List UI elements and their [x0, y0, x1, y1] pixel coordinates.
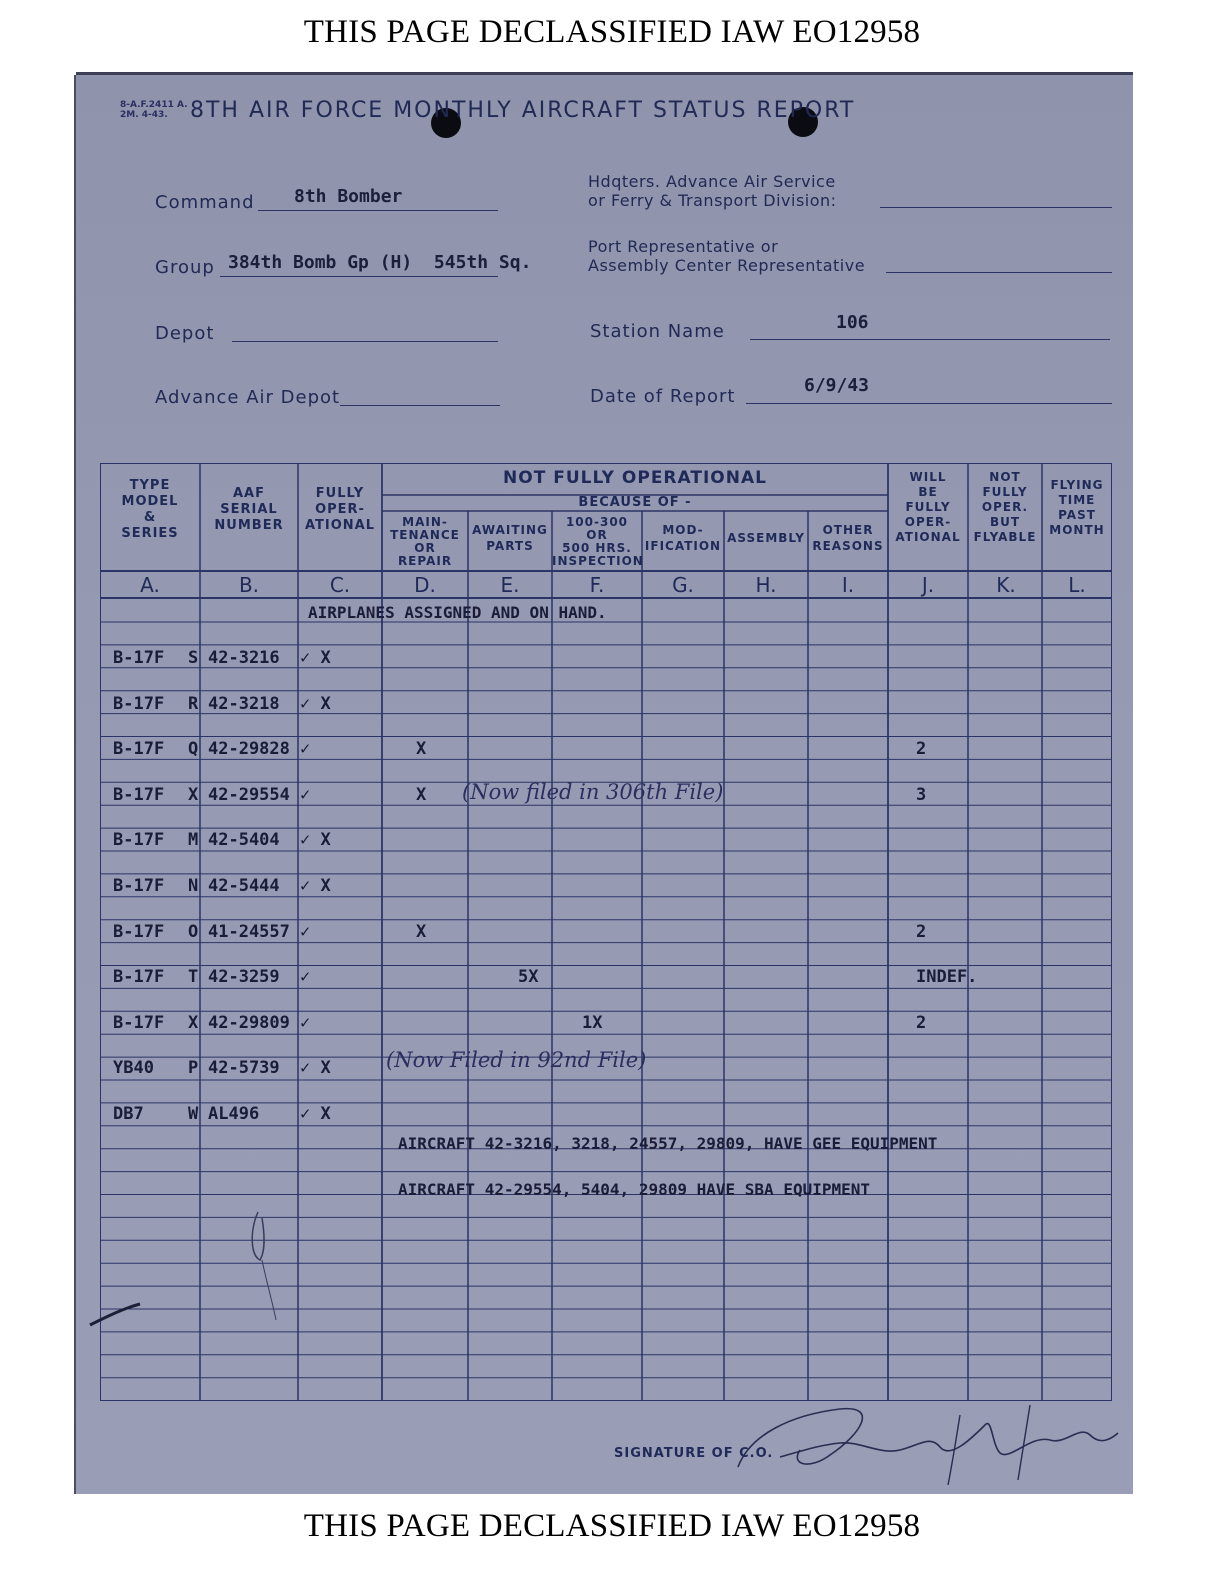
header-fully-operational — [298, 486, 382, 534]
header-ational-line: ATIONAL — [304, 518, 376, 533]
header-will-be-fully-operational — [888, 470, 968, 545]
station-name-label: Station Name — [590, 321, 725, 342]
header-time-line: TIME — [1058, 493, 1096, 507]
row-fully-operational: ✓ — [300, 1012, 311, 1033]
header-will-line: WILL — [909, 470, 947, 484]
column-letter-k: K. — [996, 573, 1016, 597]
hdqters-label-line2: or Ferry & Transport Division: — [588, 191, 837, 210]
row-fully-operational: ✓ — [300, 967, 311, 988]
header-inspection-line2: OR — [586, 528, 608, 542]
row-code: R — [188, 693, 199, 714]
row-maintenance: X — [416, 784, 427, 805]
header-number-line: NUMBER — [214, 518, 284, 533]
header-awaiting-line: AWAITING — [472, 523, 548, 537]
date-of-report-underline — [746, 403, 1112, 404]
row-type: B-17F — [113, 648, 165, 668]
row-inspection: 1X — [582, 1012, 603, 1033]
row-fully-operational: ✓ X — [300, 1058, 331, 1079]
section-heading: AIRPLANES ASSIGNED AND ON HAND. — [308, 603, 607, 622]
station-name-underline — [750, 339, 1110, 340]
row-fully-operational: ✓ X — [300, 648, 331, 668]
header-type-line: TYPE — [129, 478, 171, 493]
group-value: 384th Bomb Gp (H) 545th Sq. — [228, 252, 532, 273]
pencil-marks — [80, 1200, 300, 1340]
column-letter-h: H. — [755, 573, 777, 597]
column-letter-l: L. — [1068, 573, 1086, 597]
hdqters-label — [588, 172, 837, 210]
row-serial: 42-3216 — [208, 648, 280, 668]
header-series-line: SERIES — [121, 526, 179, 541]
depot-underline — [232, 341, 498, 342]
header-aaf-serial-number — [200, 486, 298, 534]
form-number — [120, 100, 188, 120]
row-will-be-operational: 2 — [916, 739, 927, 760]
row-fully-operational: ✓ — [300, 739, 311, 760]
handwritten-note-row4: (Now filed in 306th File) — [462, 780, 724, 804]
row-serial: 42-5739 — [208, 1058, 280, 1079]
header-reasons-line: REASONS — [812, 539, 884, 553]
header-but-line: BUT — [989, 515, 1021, 529]
header-mod-line: MOD- — [662, 523, 704, 537]
header-oper-line: OPER- — [315, 502, 365, 517]
report-title: 8TH AIR FORCE MONTHLY AIRCRAFT STATUS REPORT — [190, 98, 856, 123]
header-inspection — [552, 516, 642, 568]
header-inspection-line1: 100-300 — [565, 515, 629, 529]
header-maint-line2: TENANCE — [390, 528, 460, 542]
date-of-report-value: 6/9/43 — [804, 375, 870, 396]
column-letter-g: G. — [672, 573, 694, 597]
row-type: B-17F — [113, 876, 165, 896]
group-label: Group — [155, 257, 215, 278]
row-will-be-operational: 3 — [916, 784, 927, 805]
header-not-fully-operational: NOT FULLY OPERATIONAL — [503, 468, 767, 488]
header-flying-time-past-month — [1042, 478, 1112, 538]
header-model-line: MODEL — [121, 494, 179, 509]
header-awaiting-parts — [468, 522, 552, 554]
column-letter-f: F. — [589, 573, 605, 597]
advance-air-depot-underline — [340, 405, 500, 406]
row-code: X — [188, 1012, 199, 1033]
header-month-line: MONTH — [1049, 523, 1105, 537]
row-type: B-17F — [113, 921, 165, 942]
row-fully-operational: ✓ X — [300, 830, 331, 851]
header-assembly-line: ASSEMBLY — [727, 531, 805, 545]
hdqters-underline — [880, 207, 1112, 208]
header-fully-line: FULLY — [315, 486, 365, 501]
column-letter-b: B. — [238, 573, 260, 597]
command-value: 8th Bomber — [294, 186, 403, 207]
header-inspection-line3: 500 HRS. — [562, 541, 632, 555]
column-letter-j: J. — [921, 573, 935, 597]
header-serial-line: SERIAL — [220, 502, 278, 517]
header-fully-line2: FULLY — [905, 500, 951, 514]
row-code: X — [188, 784, 199, 805]
row-type: B-17F — [113, 967, 165, 988]
row-serial: 42-29828 — [208, 739, 290, 760]
row-code: M — [188, 830, 199, 851]
column-letter-d: D. — [414, 573, 436, 597]
header-amp-line: & — [143, 510, 157, 525]
port-representative-label — [588, 237, 865, 275]
row-code: Q — [188, 739, 199, 760]
header-be-line: BE — [918, 485, 938, 499]
header-flyable-line: FLYABLE — [973, 530, 1037, 544]
row-fully-operational: ✓ — [300, 784, 311, 805]
header-inspection-line4: INSPECTION — [552, 554, 644, 568]
header-not-line: NOT — [989, 470, 1021, 484]
header-maint-line4: REPAIR — [397, 554, 453, 568]
header-ational-line2: ATIONAL — [895, 530, 961, 544]
header-oper-line2: OPER- — [904, 515, 952, 529]
header-fully-line3: FULLY — [982, 485, 1028, 499]
header-maint-line1: MAIN- — [402, 515, 448, 529]
column-letter-c: C. — [329, 573, 351, 597]
signature-label: SIGNATURE OF C.O. — [614, 1446, 774, 1461]
declassified-banner-top: THIS PAGE DECLASSIFIED IAW EO12958 — [303, 14, 921, 50]
header-other-line: OTHER — [822, 523, 874, 537]
column-letter-a: A. — [140, 573, 160, 597]
row-serial: 42-29809 — [208, 1012, 290, 1033]
row-fully-operational: ✓ — [300, 921, 311, 942]
row-serial: AL496 — [208, 1104, 260, 1124]
port-representative-label-line1: Port Representative or — [588, 237, 779, 256]
row-type: B-17F — [113, 830, 165, 851]
row-type: DB7 — [113, 1104, 144, 1124]
date-of-report-label: Date of Report — [590, 386, 736, 407]
column-letter-i: I. — [841, 573, 855, 597]
row-code: O — [188, 921, 199, 942]
footnote-gee-equipment: AIRCRAFT 42-3216, 3218, 24557, 29809, HAVE GEE EQUIPMENT — [398, 1134, 938, 1153]
port-representative-label-line2: Assembly Center Representative — [588, 256, 866, 275]
header-not-fully-oper-but-flyable — [968, 470, 1042, 545]
row-will-be-operational: 2 — [916, 1012, 927, 1033]
advance-air-depot-label: Advance Air Depot — [155, 387, 341, 408]
header-assembly — [724, 530, 808, 546]
footnote-sba-equipment: AIRCRAFT 42-29554, 5404, 29809 HAVE SBA EQUIPMENT — [398, 1180, 871, 1199]
column-letter-e: E. — [500, 573, 520, 597]
group-underline — [220, 276, 498, 277]
co-signature — [730, 1395, 1130, 1490]
station-name-value: 106 — [836, 312, 869, 333]
row-code: P — [188, 1058, 199, 1079]
row-fully-operational: ✓ X — [300, 1104, 331, 1124]
row-awaiting-parts: 5X — [518, 967, 539, 988]
command-underline — [258, 210, 498, 211]
depot-label: Depot — [155, 323, 215, 344]
row-will-be-operational: 2 — [916, 921, 927, 942]
row-code: N — [188, 876, 199, 896]
header-flying-line: FLYING — [1050, 478, 1104, 492]
header-maintenance — [382, 516, 468, 568]
declassified-banner-bottom: THIS PAGE DECLASSIFIED IAW EO12958 — [303, 1508, 921, 1544]
row-serial: 42-3259 — [208, 967, 280, 988]
row-serial: 42-3218 — [208, 693, 280, 714]
row-maintenance: X — [416, 739, 427, 760]
form-number-line1: 8-A.F.2411 A. — [120, 100, 188, 110]
row-code: S — [188, 648, 199, 668]
header-maint-line3: OR — [414, 541, 436, 555]
row-serial: 42-5404 — [208, 830, 280, 851]
row-type: YB40 — [113, 1058, 154, 1079]
row-fully-operational: ✓ X — [300, 693, 331, 714]
header-oper-line3: OPER. — [981, 500, 1029, 514]
row-serial: 42-29554 — [208, 784, 290, 805]
row-type: B-17F — [113, 784, 165, 805]
handwritten-note-row10: (Now Filed in 92nd File) — [386, 1048, 647, 1072]
header-past-line: PAST — [1058, 508, 1096, 522]
hdqters-label-line1: Hdqters. Advance Air Service — [588, 172, 836, 191]
port-representative-underline — [886, 272, 1112, 273]
header-other-reasons — [808, 522, 888, 554]
row-type: B-17F — [113, 693, 165, 714]
header-modification — [642, 522, 724, 554]
row-fully-operational: ✓ X — [300, 876, 331, 896]
row-will-be-operational: INDEF. — [916, 967, 978, 988]
row-type: B-17F — [113, 1012, 165, 1033]
header-parts-line: PARTS — [486, 539, 534, 553]
header-because-of: BECAUSE OF - — [578, 495, 692, 510]
form-number-line2: 2M. 4-43. — [120, 110, 168, 120]
row-serial: 42-5444 — [208, 876, 280, 896]
row-maintenance: X — [416, 921, 427, 942]
row-serial: 41-24557 — [208, 921, 290, 942]
header-type-model-series — [100, 478, 200, 542]
row-type: B-17F — [113, 739, 165, 760]
row-code: T — [188, 967, 199, 988]
header-aaf-line: AAF — [232, 486, 265, 501]
row-code: W — [188, 1104, 199, 1124]
command-label: Command — [155, 192, 255, 213]
header-ification-line: IFICATION — [644, 539, 722, 553]
